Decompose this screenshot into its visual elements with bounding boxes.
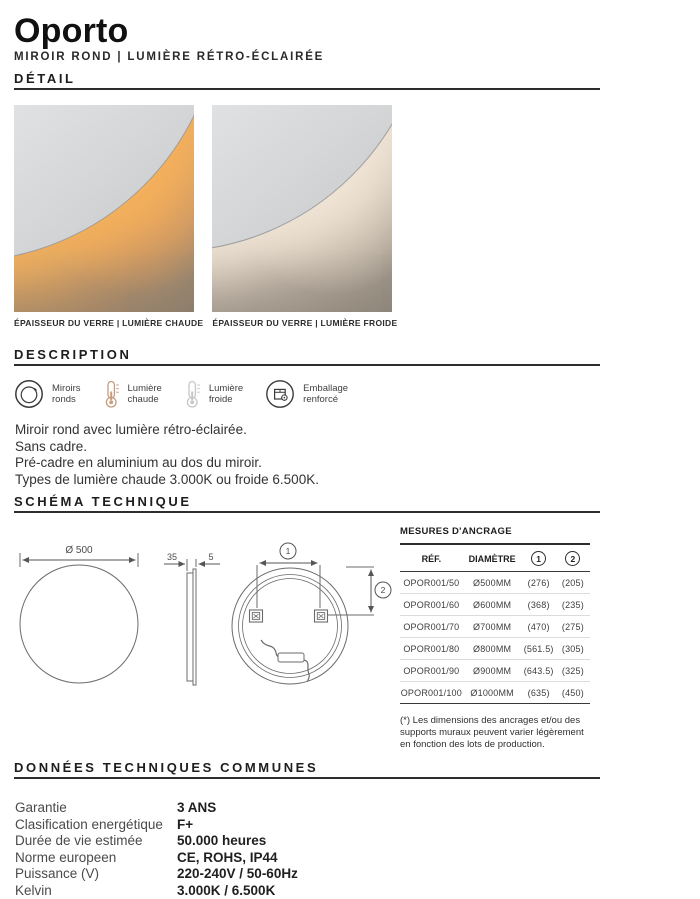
tech-data-heading: DONNÉES TECHNIQUES COMMUNES (14, 761, 700, 774)
table-row: OPOR001/90 Ø900MM (643.5) (325) (400, 660, 590, 682)
cold-light-figure (212, 105, 397, 328)
anchor-measurements (400, 523, 590, 751)
table-header-row (400, 545, 590, 572)
feature-round-mirrors (14, 379, 81, 409)
reinforced-packaging-icon (265, 379, 295, 409)
warm-light-figure (14, 105, 203, 328)
callout-2-label: 2 (381, 585, 386, 595)
circled-2-icon: 2 (565, 551, 580, 566)
table-row: OPOR001/50 Ø500MM (276) (205) (400, 572, 590, 594)
page-subtitle: MIROIR ROND | LUMIÈRE RÉTRO-ÉCLAIRÉE (14, 51, 700, 64)
feature-label: Emballage renforcé (303, 383, 348, 405)
section-divider (14, 364, 600, 366)
header-dim2 (556, 545, 590, 572)
spec-list (15, 800, 700, 899)
detail-photos (14, 105, 700, 328)
feature-label: Lumière froide (209, 383, 243, 405)
spec-row-norme: Norme europeen CE, ROHS, IP44 (15, 850, 700, 867)
feature-warm-light (103, 379, 162, 409)
side-depth-label: 35 (167, 552, 177, 562)
header-dim1 (522, 545, 556, 572)
section-divider (14, 777, 600, 779)
feature-label: Lumière chaude (128, 383, 162, 405)
feature-list (14, 378, 700, 410)
table-row: OPOR001/70 Ø700MM (470) (275) (400, 616, 590, 638)
warm-light-thermometer-icon (103, 379, 120, 409)
mirror-disc (14, 105, 194, 262)
table-row: OPOR001/80 Ø800MM (561.5) (305) (400, 638, 590, 660)
spec-row-classification: Clasification energétique F+ (15, 817, 700, 834)
spec-row-garantie: Garantie 3 ANS (15, 800, 700, 817)
header-diameter: DIAMÈTRE (463, 545, 522, 572)
feature-label: Miroirs ronds (52, 383, 81, 405)
mirror-disc (212, 105, 392, 252)
photo-caption: ÉPAISSEUR DU VERRE | LUMIÈRE FROIDE (212, 319, 397, 328)
section-divider (14, 511, 600, 513)
spec-row-duree-vie: Durée de vie estimée 50.000 heures (15, 833, 700, 850)
photo-caption: ÉPAISSEUR DU VERRE | LUMIÈRE CHAUDE (14, 319, 203, 328)
description-heading: DESCRIPTION (14, 348, 700, 361)
table-row: OPOR001/60 Ø600MM (368) (235) (400, 594, 590, 616)
callout-1-label: 1 (286, 546, 291, 556)
description-paragraph: Miroir rond avec lumière rétro-éclairée. Sans cadre. Pré-cadre en aluminium au dos du miroir. Types de lumière chaude 3.000K ou froide 6.500K. (15, 422, 700, 488)
side-glass-label: 5 (208, 552, 213, 562)
round-mirror-icon (14, 379, 44, 409)
table-footnote: (*) Les dimensions des ancrages et/ou des supports muraux peuvent varier légèrement en fonction des lots de production. (400, 715, 590, 751)
feature-cold-light (184, 379, 243, 409)
circled-1-icon: 1 (531, 551, 546, 566)
spec-row-kelvin: Kelvin 3.000K / 6.500K (15, 883, 700, 899)
section-divider (14, 88, 600, 90)
table-row: OPOR001/100 Ø1000MM (635) (450) (400, 682, 590, 704)
cold-light-thermometer-icon (184, 379, 201, 409)
anchor-table (400, 545, 590, 704)
front-diameter-label: Ø 500 (65, 545, 93, 556)
anchor-table-title: MESURES D'ANCRAGE (400, 526, 590, 537)
spec-row-puissance: Puissance (V) 220-240V / 50-60Hz (15, 866, 700, 883)
detail-heading: DÉTAIL (14, 72, 700, 85)
schema-heading: SCHÉMA TECHNIQUE (14, 495, 700, 508)
feature-reinforced-packaging (265, 379, 348, 409)
technical-drawing-area (0, 523, 700, 751)
page-title: Oporto (14, 13, 700, 49)
header-ref: RÉF. (400, 545, 463, 572)
mirror-edge-warm-photo (14, 105, 194, 312)
mirror-edge-cold-photo (212, 105, 392, 312)
technical-drawing (14, 523, 395, 715)
